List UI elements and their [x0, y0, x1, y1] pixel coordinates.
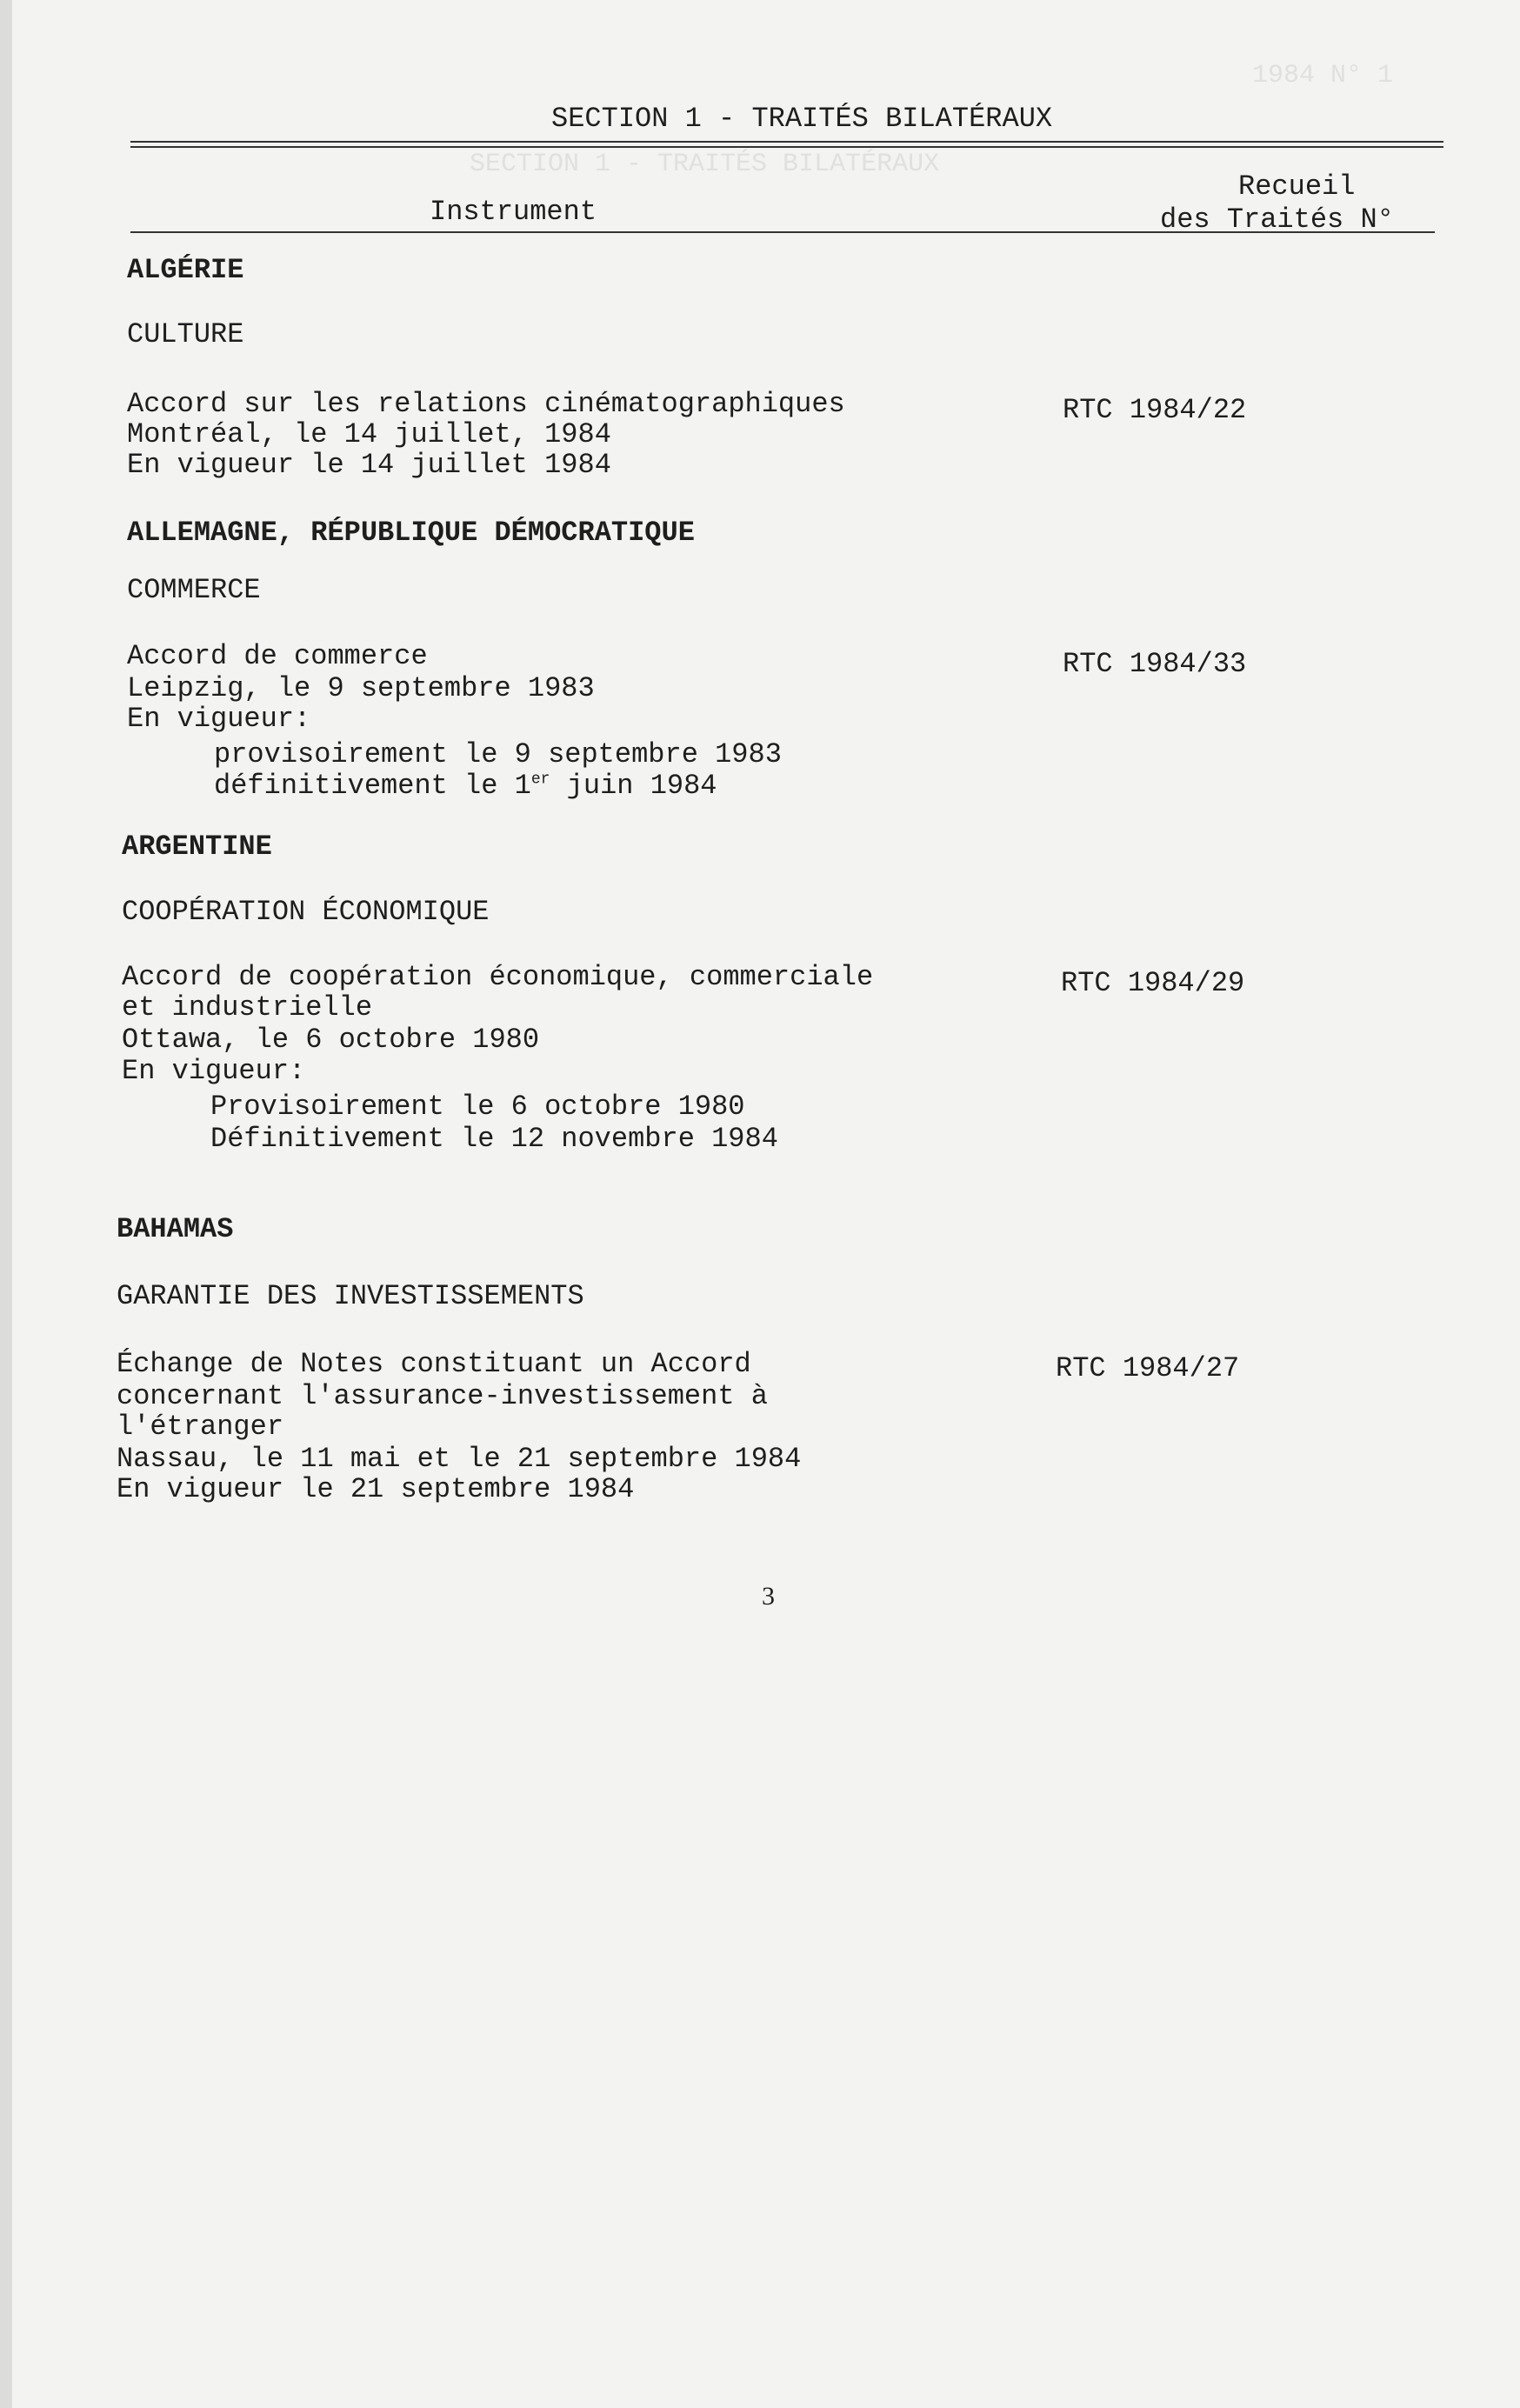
- subject-heading: COMMERCE: [127, 574, 261, 606]
- country-heading: ALLEMAGNE, RÉPUBLIQUE DÉMOCRATIQUE: [127, 517, 695, 549]
- country-heading: BAHAMAS: [117, 1213, 234, 1245]
- instrument-line: l'étranger: [117, 1411, 284, 1443]
- instrument-line: Nassau, le 11 mai et le 21 septembre 1984: [117, 1443, 802, 1475]
- instrument-line: Leipzig, le 9 septembre 1983: [127, 672, 595, 704]
- show-through-text: 1984 N° 1: [1252, 61, 1394, 90]
- superscript: er: [530, 770, 550, 789]
- instrument-line: et industrielle: [122, 991, 373, 1024]
- double-rule-divider: [130, 137, 1443, 151]
- instrument-line: concernant l'assurance-investissement à: [117, 1380, 768, 1412]
- column-header-reference-line1: Recueil: [1238, 170, 1356, 203]
- instrument-line: En vigueur le 14 juillet 1984: [127, 449, 611, 481]
- page-edge-shadow: [0, 0, 12, 2408]
- instrument-line: définitivement le 1er juin 1984: [214, 770, 717, 802]
- instrument-line: Montréal, le 14 juillet, 1984: [127, 418, 611, 450]
- instrument-line: En vigueur le 21 septembre 1984: [117, 1473, 635, 1505]
- instrument-line: Échange de Notes constituant un Accord: [117, 1348, 751, 1380]
- instrument-line: En vigueur:: [127, 703, 311, 735]
- country-heading: ALGÉRIE: [127, 254, 244, 286]
- instrument-line: En vigueur:: [122, 1055, 306, 1087]
- column-header-instrument: Instrument: [430, 196, 597, 228]
- instrument-line: Accord sur les relations cinématographiques: [127, 388, 845, 420]
- instrument-line: Ottawa, le 6 octobre 1980: [122, 1024, 540, 1056]
- treaty-reference: RTC 1984/29: [1061, 967, 1245, 999]
- instrument-line: provisoirement le 9 septembre 1983: [214, 738, 782, 770]
- subject-heading: GARANTIE DES INVESTISSEMENTS: [117, 1280, 584, 1312]
- instrument-line: Accord de commerce: [127, 640, 428, 672]
- instrument-line: Définitivement le 12 novembre 1984: [210, 1123, 778, 1155]
- treaty-reference: RTC 1984/27: [1056, 1352, 1240, 1384]
- section-title: SECTION 1 - TRAITÉS BILATÉRAUX: [551, 103, 1053, 135]
- subject-heading: COOPÉRATION ÉCONOMIQUE: [122, 896, 490, 928]
- treaty-reference: RTC 1984/22: [1063, 394, 1247, 426]
- treaty-reference: RTC 1984/33: [1063, 648, 1247, 680]
- show-through-text: SECTION 1 - TRAITÉS BILATÉRAUX: [470, 150, 940, 179]
- page-number: 3: [762, 1582, 775, 1611]
- instrument-line: Provisoirement le 6 octobre 1980: [210, 1091, 745, 1123]
- subject-heading: CULTURE: [127, 318, 244, 350]
- country-heading: ARGENTINE: [122, 830, 272, 863]
- column-header-reference-line2: des Traités N°: [1160, 203, 1394, 236]
- header-underline: [130, 231, 1435, 233]
- instrument-line: Accord de coopération économique, commerciale: [122, 961, 874, 993]
